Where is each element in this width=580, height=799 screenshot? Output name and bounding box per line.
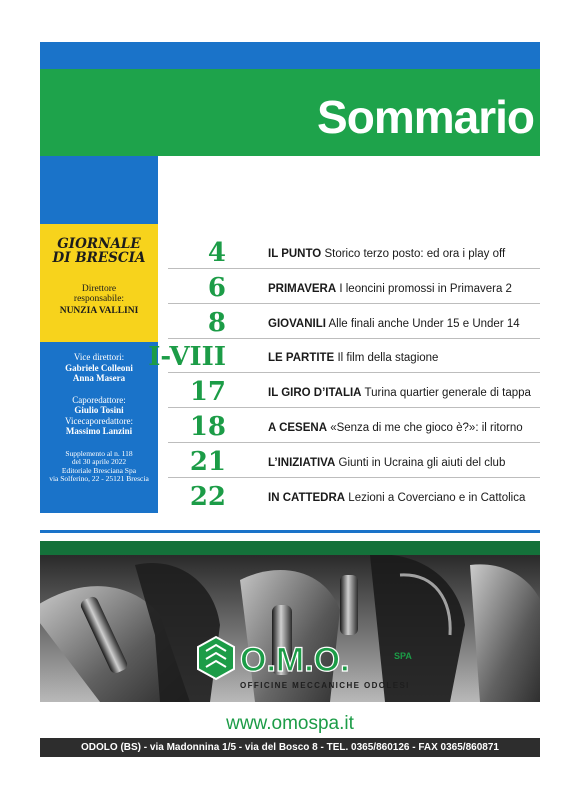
page-number: 8 bbox=[207, 308, 226, 338]
masthead-yellow-box bbox=[40, 224, 158, 342]
page-number: I-VIII bbox=[148, 342, 226, 372]
item-title: Giunti in Ucraina gli aiuti del club bbox=[338, 457, 506, 469]
omo-tagline: OFFICINE MECCANICHE ODOLESI bbox=[240, 681, 410, 690]
ad-green-strip bbox=[40, 541, 540, 555]
section-label: IL PUNTO bbox=[268, 248, 322, 260]
contents-item bbox=[168, 308, 540, 339]
item-title: «Senza di me che gioco è?»: il ritorno bbox=[330, 422, 523, 434]
page-number: 21 bbox=[189, 447, 226, 477]
item-title: I leoncini promossi in Primavera 2 bbox=[339, 283, 512, 295]
omo-logo-suffix: SPA bbox=[394, 651, 412, 661]
divider bbox=[168, 268, 540, 269]
divider bbox=[168, 442, 540, 443]
crankshaft-photo-image bbox=[40, 555, 540, 702]
page-number: 6 bbox=[207, 273, 226, 303]
divider bbox=[168, 477, 540, 478]
section-label: LE PARTITE bbox=[268, 352, 335, 364]
vice-director-name: Anna Masera bbox=[72, 373, 126, 383]
contents-item bbox=[168, 482, 540, 513]
divider bbox=[168, 303, 540, 304]
contents-item bbox=[168, 447, 540, 478]
ad-top-rule bbox=[40, 530, 540, 533]
contents-item bbox=[168, 238, 540, 269]
caporedattore-label: Caporedattore: bbox=[72, 394, 126, 405]
item-title: Lezioni a Coverciano e in Cattolica bbox=[348, 492, 526, 504]
page-number: 17 bbox=[189, 377, 226, 407]
item-title: Il film della stagione bbox=[337, 352, 439, 364]
omo-logo-text: O.M.O. bbox=[240, 641, 350, 679]
newspaper-name-line1: GIORNALE bbox=[57, 236, 141, 252]
item-title: Alle finali anche Under 15 e Under 14 bbox=[328, 318, 520, 330]
section-label: PRIMAVERA bbox=[268, 283, 337, 295]
section-label: IL GIRO D’ITALIA bbox=[268, 387, 362, 399]
page-number: 4 bbox=[207, 238, 226, 268]
contents-item bbox=[168, 412, 540, 443]
caporedattore-name: Giulio Tosini bbox=[74, 405, 124, 415]
page-number: 22 bbox=[189, 482, 226, 512]
newspaper-name-line2: DI BRESCIA bbox=[52, 250, 146, 266]
contents-item bbox=[168, 377, 540, 408]
director-label-line1: Direttore bbox=[81, 284, 117, 294]
vicecaporedattore-label: Vicecaporedattore: bbox=[65, 415, 133, 426]
item-title: Turina quartier generale di tappa bbox=[364, 387, 531, 399]
section-label: GIOVANILI bbox=[268, 318, 326, 330]
supplement-line: via Solferino, 22 - 25121 Brescia bbox=[49, 474, 149, 483]
item-title: Storico terzo posto: ed ora i play off bbox=[324, 248, 506, 260]
page-title: Sommario bbox=[317, 91, 534, 143]
vice-director-name: Gabriele Colleoni bbox=[65, 362, 133, 373]
vicecaporedattore-name: Massimo Lanzini bbox=[65, 426, 133, 436]
supplement-line: del 30 aprile 2022 bbox=[71, 457, 127, 466]
supplement-line: Supplemento al n. 118 bbox=[65, 448, 133, 458]
section-label: IN CATTEDRA bbox=[268, 492, 346, 504]
divider bbox=[168, 407, 540, 408]
header-blue-band bbox=[40, 42, 540, 69]
advert-address-bar: ODOLO (BS) - via Madonnina 1/5 - via del Bosco 8 - TEL. 0365/860126 - FAX 0365/860871 bbox=[40, 738, 540, 757]
section-label: L’INIZIATIVA bbox=[268, 457, 336, 469]
masthead-blue-top bbox=[40, 156, 158, 224]
ad-photo bbox=[40, 555, 540, 702]
director-name: NUNZIA VALLINI bbox=[59, 306, 139, 316]
contents-item bbox=[168, 273, 540, 304]
divider bbox=[168, 338, 540, 339]
director-label-line2: responsabile: bbox=[73, 294, 125, 304]
divider bbox=[168, 372, 540, 373]
omo-logo bbox=[198, 637, 234, 679]
masthead-staff-box bbox=[40, 342, 158, 513]
vice-directors-label: Vice direttori: bbox=[73, 352, 125, 362]
page-number: 18 bbox=[189, 412, 226, 442]
contents-item bbox=[148, 342, 540, 373]
newspaper-name bbox=[40, 237, 158, 265]
supplement-line: Editoriale Bresciana Spa bbox=[61, 465, 137, 475]
section-label: A CESENA bbox=[268, 422, 327, 434]
advert-url[interactable]: www.omospa.it bbox=[226, 713, 354, 734]
